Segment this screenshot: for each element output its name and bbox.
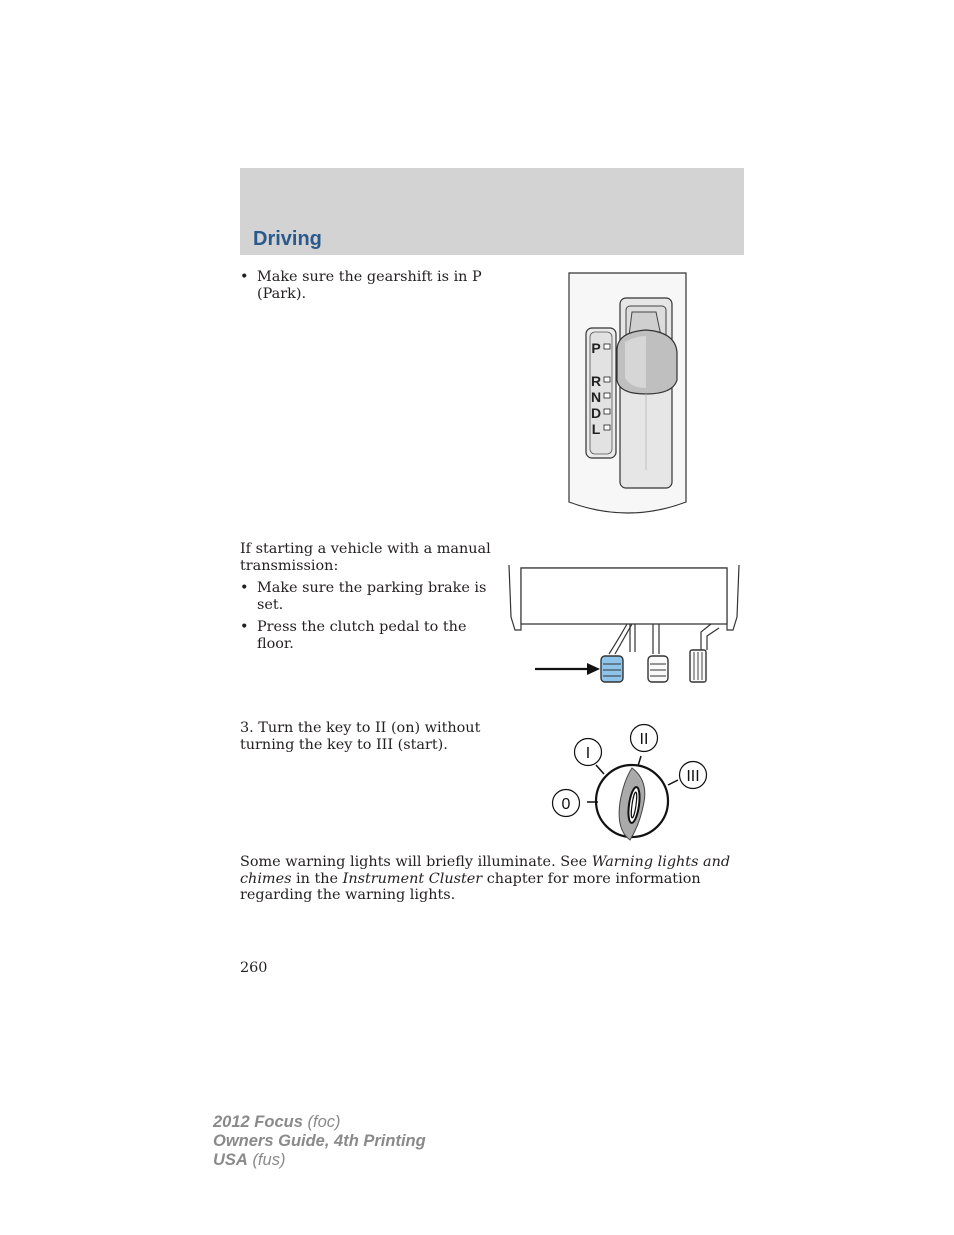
bullet-symbol: • — [240, 269, 249, 285]
bullet-line-1: Press the clutch pedal to the — [257, 619, 467, 635]
document-footer — [213, 1113, 426, 1170]
ignition-label-ii: II — [639, 731, 649, 748]
bullet-symbol: • — [240, 580, 249, 596]
warning-text-line-3: regarding the warning lights. — [240, 887, 456, 903]
brake-pedal — [648, 656, 668, 682]
footer-market: USA — [213, 1151, 248, 1169]
warning-text-part-2: in the — [291, 870, 343, 887]
ignition-label-i: I — [585, 745, 591, 762]
bullet-line-2: (Park). — [257, 285, 307, 302]
section-title: Driving — [253, 228, 322, 250]
intro-line-2: transmission: — [240, 557, 339, 574]
footer-guide: Owners Guide, 4th Printing — [213, 1132, 426, 1150]
ignition-label-iii: III — [686, 768, 700, 785]
ignition-illustration — [548, 720, 712, 844]
key-step-line-1: 3. Turn the key to II (on) without — [240, 720, 481, 736]
key-step — [240, 720, 500, 753]
chimes-reference: chimes — [240, 870, 292, 887]
bullet-symbol: • — [240, 619, 249, 635]
gear-label-l: L — [591, 421, 601, 437]
manual-transmission-intro — [240, 541, 500, 574]
bullet-line-1: Make sure the parking brake is — [257, 580, 487, 596]
key-step-line-2: turning the key to III (start). — [240, 736, 448, 753]
parking-brake-bullet — [240, 580, 490, 614]
gearshift-bullet — [240, 269, 490, 303]
warning-text-part-3: chapter for more information — [482, 870, 701, 887]
intro-line-1: If starting a vehicle with a manual — [240, 541, 491, 557]
warning-text-part-1: Some warning lights will briefly illuminate. See — [240, 854, 592, 870]
warning-lights-reference: Warning lights and — [591, 854, 731, 870]
footer-model: 2012 Focus — [213, 1113, 303, 1131]
bullet-line-1: Make sure the gearshift is in P — [257, 269, 482, 285]
gear-label-p: P — [591, 340, 601, 356]
gearshift-illustration — [565, 270, 691, 518]
page-number: 260 — [240, 960, 268, 976]
ignition-label-0: 0 — [561, 796, 571, 813]
warning-lights-paragraph — [240, 854, 744, 904]
clutch-pedal-bullet — [240, 619, 490, 653]
section-header-band — [240, 168, 744, 255]
footer-market-code: (fus) — [252, 1151, 286, 1169]
bullet-line-2: set. — [257, 596, 284, 613]
pedals-illustration — [505, 562, 745, 692]
instrument-cluster-reference: Instrument Cluster — [342, 870, 483, 887]
clutch-pedal — [601, 656, 623, 682]
clutch-arrow — [587, 663, 600, 675]
gear-label-n: N — [590, 389, 602, 405]
gear-label-r: R — [590, 373, 602, 389]
footer-model-code: (foc) — [307, 1113, 341, 1131]
gear-label-d: D — [590, 405, 602, 421]
bullet-line-2: floor. — [257, 635, 294, 652]
